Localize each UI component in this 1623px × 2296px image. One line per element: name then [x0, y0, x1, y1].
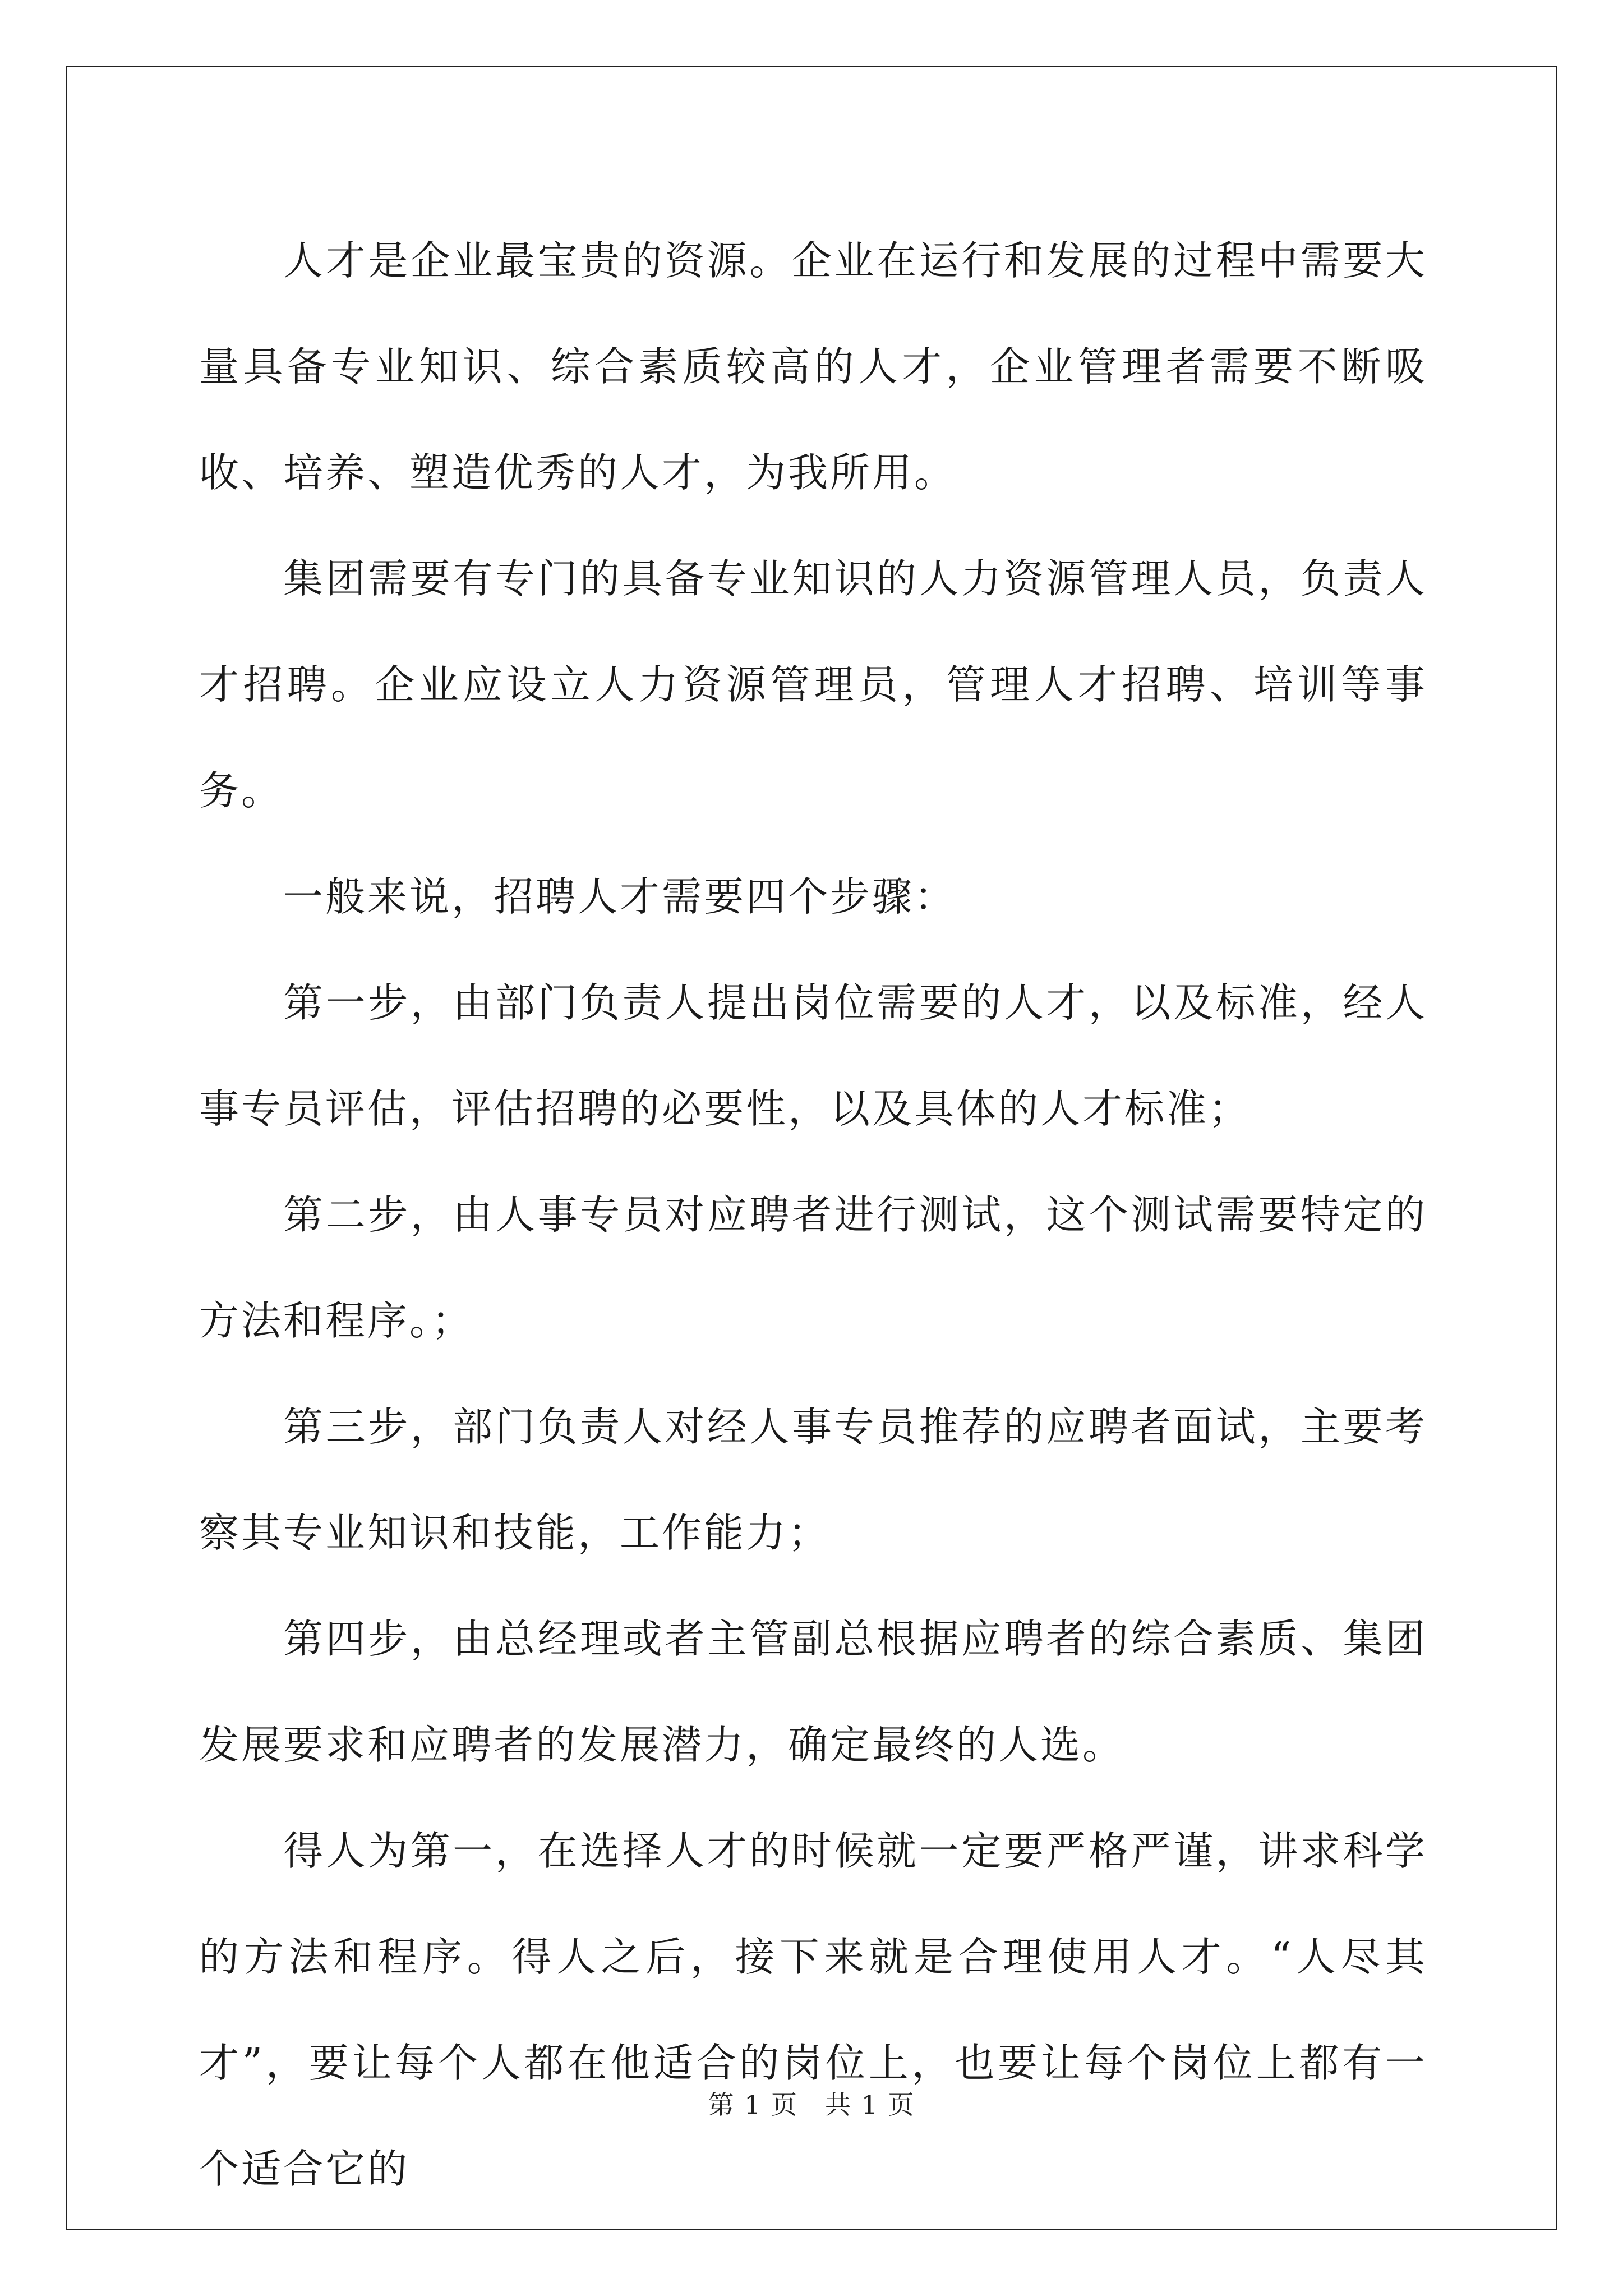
paragraph-8: 得人为第一，在选择人才的时候就一定要严格严谨，讲求科学的方法和程序。得人之后，接下来就是合理使用人才。“人尽其才”，要让每个人都在他适合的岗位上，也要让每个岗位上都有一个适合它的 [199, 1828, 1427, 2192]
paragraph-5: 第二步，由人事专员对应聘者进行测试，这个测试需要特定的方法和程序。； [199, 1191, 1427, 1344]
paragraph-1: 人才是企业最宝贵的资源。企业在运行和发展的过程中需要大量具备专业知识、综合素质较高的人才，企业管理者需要不断吸收、培养、塑造优秀的人才，为我所用。 [199, 237, 1427, 496]
paragraph-3: 一般来说，招聘人才需要四个步骤： [283, 873, 957, 920]
paragraph-2: 集团需要有专门的具备专业知识的人力资源管理人员，负责人才招聘。企业应设立人力资源管理员，管理人才招聘、培训等事务。 [199, 555, 1427, 814]
page-number-footer: 第 1 页 共 1 页 [708, 2090, 915, 2120]
paragraph-6: 第三步，部门负责人对经人事专员推荐的应聘者面试，主要考察其专业知识和技能，工作能力； [199, 1404, 1427, 1556]
paragraph-7: 第四步，由总经理或者主管副总根据应聘者的综合素质、集团发展要求和应聘者的发展潜力，确定最终的人选。 [199, 1616, 1427, 1768]
paragraph-4: 第一步，由部门负责人提出岗位需要的人才，以及标准，经人事专员评估，评估招聘的必要性，以及具体的人才标准； [199, 979, 1427, 1132]
document-body [199, 208, 1427, 2222]
